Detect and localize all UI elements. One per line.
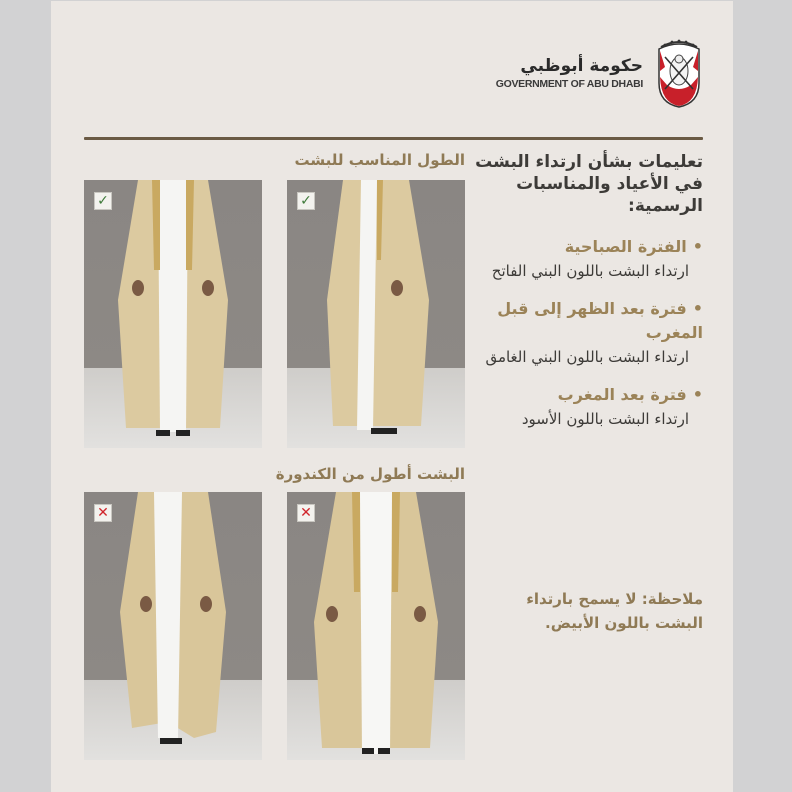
falcon-emblem-icon: [651, 37, 707, 109]
cross-icon: ✕: [297, 504, 315, 522]
infographic-card: [51, 1, 733, 792]
bullet-icon: •: [692, 299, 703, 318]
period-rule: ارتداء البشت باللون الأسود: [521, 410, 689, 428]
instruction-item-afternoon: [473, 297, 703, 369]
bisht-figure-image: [108, 180, 238, 448]
instructions-note: ملاحظة: لا يسمح بارتداء البشت باللون الأبيض.: [526, 590, 703, 632]
period-label: فترة بعد المغرب: [557, 385, 687, 404]
cross-icon: ✕: [94, 504, 112, 522]
period-rule: ارتداء البشت باللون البني الفاتح: [491, 262, 689, 280]
logo-text: [496, 56, 643, 90]
instructions-list: [473, 235, 703, 431]
bisht-figure-image: [311, 180, 441, 448]
instructions-title: تعليمات بشأن ارتداء البشت في الأعياد والمناسبات الرسمية:: [475, 152, 703, 216]
instruction-item-evening: [473, 383, 703, 431]
period-rule: ارتداء البشت باللون البني الغامق: [485, 348, 689, 366]
photo-correct-right: [287, 180, 465, 448]
instructions-column: [473, 151, 703, 445]
period-label: الفترة الصباحية: [564, 237, 687, 256]
bullet-icon: •: [692, 385, 703, 404]
government-logo: [496, 37, 707, 109]
header-divider: [84, 137, 703, 140]
bisht-figure-image: [108, 492, 238, 760]
too-long-title: البشت أطول من الكندورة: [275, 465, 465, 483]
photo-wrong-left: [84, 492, 262, 760]
logo-arabic-text: حكومة أبوظبي: [520, 56, 643, 76]
check-icon: ✓: [94, 192, 112, 210]
photo-wrong-right: [287, 492, 465, 760]
photo-correct-left: [84, 180, 262, 448]
period-label: فترة بعد الظهر إلى قبل المغرب: [497, 299, 703, 342]
check-icon: ✓: [297, 192, 315, 210]
bisht-figure-image: [306, 492, 446, 760]
logo-english-text: GOVERNMENT OF ABU DHABI: [495, 78, 643, 90]
correct-length-title: الطول المناسب للبشت: [294, 151, 465, 169]
instruction-item-morning: [473, 235, 703, 283]
bullet-icon: •: [692, 237, 703, 256]
